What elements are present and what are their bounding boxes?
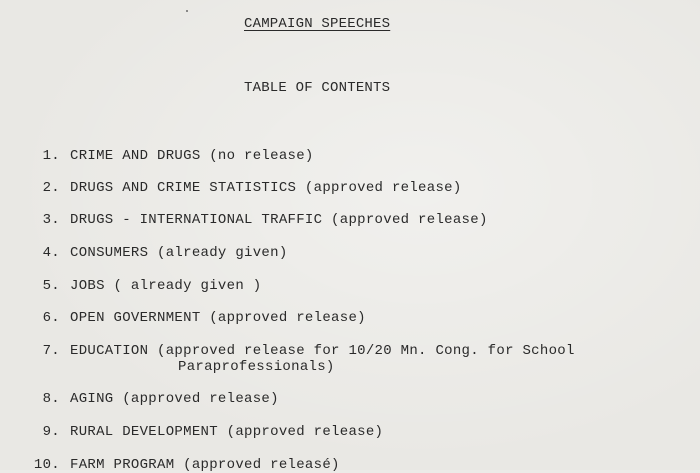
toc-item-number: 6. — [42, 310, 60, 326]
toc-item — [30, 424, 383, 440]
toc-item-text: RURAL DEVELOPMENT (approved release) — [70, 424, 384, 440]
toc-item-continuation: Paraprofessionals) — [178, 359, 335, 375]
toc-item — [30, 457, 340, 473]
toc-item-number: 5. — [42, 278, 60, 294]
toc-item-number: 4. — [42, 245, 60, 261]
toc-item — [30, 148, 314, 164]
toc-item — [30, 278, 261, 294]
toc-item-text: FARM PROGRAM (approved releasé) — [70, 457, 340, 473]
toc-item-text: DRUGS - INTERNATIONAL TRAFFIC (approved release) — [70, 212, 488, 228]
toc-item — [30, 245, 288, 261]
toc-item-text: CONSUMERS (already given) — [70, 245, 288, 261]
toc-item — [30, 180, 462, 196]
toc-item-number: 3. — [42, 212, 60, 228]
toc-item-text: EDUCATION (approved release for 10/20 Mn. Cong. for School — [70, 343, 575, 359]
toc-item — [30, 391, 279, 407]
toc-item — [30, 310, 366, 326]
toc-item-text: OPEN GOVERNMENT (approved release) — [70, 310, 366, 326]
toc-item-text: DRUGS AND CRIME STATISTICS (approved release) — [70, 180, 462, 196]
toc-item-number: 1. — [42, 148, 60, 164]
toc-item-text: AGING (approved release) — [70, 391, 279, 407]
toc-item-number: 2. — [42, 180, 60, 196]
toc-item-number: 7. — [42, 343, 60, 359]
document-title: CAMPAIGN SPEECHES — [244, 16, 391, 32]
toc-item-number: 8. — [42, 391, 60, 407]
toc-item-text: CRIME AND DRUGS (no release) — [70, 148, 314, 164]
toc-item-number: 9. — [42, 424, 60, 440]
toc-item — [30, 343, 575, 359]
toc-item — [30, 212, 488, 228]
toc-heading: TABLE OF CONTENTS — [244, 80, 391, 96]
toc-item-text: JOBS ( already given ) — [70, 278, 262, 294]
toc-item-number: 10. — [33, 457, 60, 473]
